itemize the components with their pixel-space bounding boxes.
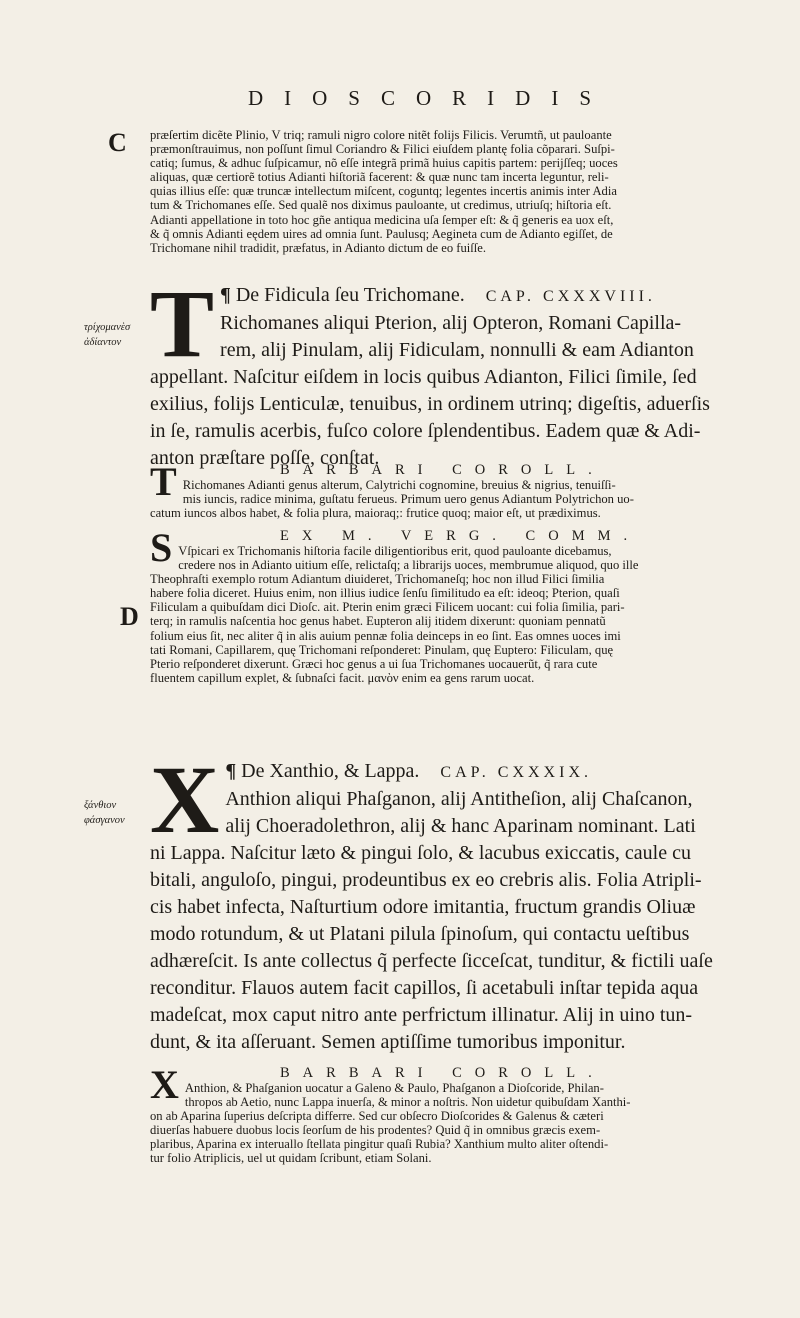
chapter-xanthium — [150, 746, 778, 1056]
text-line: mis iuncis, radice minima, guſtatu ferueus. Primum uero genus Adiantum Polytrichon uo- — [182, 492, 634, 507]
text-line: præſertim dicẽte Plinio, V triq; ramuli nigro colore nitẽt folijs Filicis. Verumtñ, ut pauloante — [150, 128, 612, 142]
text-line: tur folio Atriplicis, uel ut quidam ſcribunt, etiam Solani. — [150, 1151, 432, 1166]
text-line: terq; in ramulis naſcentia hoc genus habet. Eupteron alij itidem dixerunt: quoniam pennatũ — [150, 614, 606, 629]
text-line: alij Choeradolethron, alij & hanc Aparinam nominant. Lati — [225, 815, 696, 837]
text-line: Richomanes aliqui Pterion, alij Opteron, Romani Capilla- — [220, 312, 682, 334]
chapter-title: De Fidicula ſeu Trichomane. — [235, 284, 465, 306]
vergilius-commentary-1 — [150, 525, 778, 685]
text-line: Filiculam a quibuſdam dici Dioſc. ait. Pterin enim græci Filicem uocant: cui folia ſimilia, pari- — [150, 600, 625, 615]
text-line: modo rotundum, & ut Platani pilula ſpinoſum, qui contactu ueſtibus — [150, 923, 690, 945]
text-line: præmonſtrauimus, non poſſunt ſimul Coriandro & Filici eiuſdem plantę folia cõparari. Suſpi- — [150, 142, 615, 157]
barbari-corollary-1 — [150, 459, 778, 521]
section-heading: EX M. VERG. COMM. — [280, 528, 641, 544]
dropcap-t: T — [150, 270, 215, 377]
text-line: Theophraſti exemplo rotum Adiantum diuideret, Trichomaneſq; hoc non illud Filici ſimilia — [150, 572, 605, 587]
section-heading: BARBARI COROLL. — [280, 462, 605, 478]
chapter-number: CAP. CXXXVIII. — [485, 288, 656, 305]
chapter-heading — [150, 282, 778, 310]
text-line: Anthion aliqui Phaſganon, alij Antitheſion, alij Chaſcanon, — [225, 788, 693, 810]
text-line: plaribus, Aparina ex interuallo ſtellata pingitur quaſi Rubia? Xanthium multo aliter oſtendi- — [150, 1137, 609, 1152]
text-line: Trichomane nihil tradidit, præfatus, in Adianto dictum de eo fuiſſe. — [150, 240, 487, 255]
margin-letter-c: C — [108, 128, 127, 157]
text-line: appellant. Naſcitur eiſdem in locis quibus Adianton, Filici ſimile, ſed — [150, 366, 697, 388]
text-line: Pterio reſponderet dixerunt. Græci hoc genus a ui ſua Trichomanes uocauerũt, q̃ rara cute — [150, 656, 598, 671]
text-line: madeſcat, mox caput nitro ante perfrictum illinatur. Alij in uino tun- — [150, 1004, 693, 1026]
text-line: & q̃ omnis Adianti eędem uires ad omnia ſunt. Paulusq; Aegineta cum de Adianto egiſſet, de — [150, 226, 613, 241]
dropcap-t-small: T — [150, 459, 177, 504]
text-line: ni Lappa. Naſcitur læto & pingui ſolo, & lacubus exiccatis, caule cu — [150, 842, 691, 864]
margin-greek-note-2: ξάνθιον φάσγανον — [84, 800, 125, 826]
text-line: thropos ab Aetio, nunc Lappa inuerſa, & minor a noſtris. Non uidetur quibuſdam Xanthi- — [184, 1095, 631, 1110]
text-line: Anthion, & Phaſganion uocatur a Galeno & Paulo, Phaſganon a Dioſcoride, Philan- — [184, 1081, 604, 1095]
text-line: Richomanes Adianti genus alterum, Calytrichi cognomine, breuius & nigrius, tenuiſſi- — [182, 478, 616, 492]
margin-greek-note-1: τρίχομανὲσ ἀδίαντον — [84, 322, 131, 348]
paragraph-adiantum-end — [150, 128, 778, 255]
text-line: dunt, & ita aſſeruant. Semen aptiſſime tumoribus imponitur. — [150, 1031, 626, 1053]
text-line: reconditur. Flauos autem facit capillos, ſi acetabuli inſtar tepida aqua — [150, 977, 699, 999]
section-heading: BARBARI COROLL. — [280, 1065, 605, 1081]
text-line: folium eius ſit, nec aliter q̃ in alis auium pennæ folia deinceps in eo ſint. Eas omnes uoces imi — [150, 628, 621, 643]
text-line: rem, alij Pinulam, alij Fidiculam, nonnulli & eam Adianton — [220, 339, 694, 361]
barbari-corollary-2 — [150, 1062, 778, 1166]
text-line: tum & Trichomanes eſſe. Sed qualẽ nos diximus pauloante, ut credimus, utriuſq; hiſtoria eſt. — [150, 198, 612, 213]
text-line: on ab Aparina ſuperius deſcripta differre. Sed cur obſecro Dioſcorides & Galenus & cæteri — [150, 1109, 604, 1124]
text-line: cis habet infecta, Naſturtium odore imitantia, fructum grandis Oliuæ — [150, 896, 696, 918]
chapter-heading — [150, 758, 778, 786]
chapter-title: De Xanthio, & Lappa. — [241, 760, 420, 782]
text-line: catum iuncos albos habet, & folia plura, maioraq;: frutice quoq; maior eſt, ut prædiximus. — [150, 506, 601, 521]
text-line: habere folia diceret. Huius enim, non illius iudice ſenſu ſimilitudo ea eſt: ideoq; Pterion, quaſi — [150, 586, 620, 601]
text-line: tati Romani, Capillarem, quę Trichomani reſponderet: Pinulam, quę Euptero: Filiculam, quę — [150, 642, 614, 657]
text-line: anton præſtare poſſe, conſtat. — [150, 447, 380, 469]
text-line: adhæreſcit. Is ante collectus q̃ perfecte ſicceſcat, tunditur, & fictili uaſe — [150, 950, 713, 972]
text-line: fluentem capillum explet, & ſubnaſci facit. μανὸν enim ea gens rarum uocat. — [150, 670, 535, 685]
text-line: Adianti appellatione in toto hoc gñe antiqua medicina uſa ſemper eſt: & q̃ generis ea uox eſt, — [150, 212, 614, 227]
chapter-number: CAP. CXXXIX. — [440, 764, 592, 781]
text-line: Vſpicari ex Trichomanis hiſtoria facile diligentioribus erit, quod pauloante dicebamus, — [178, 544, 612, 558]
chapter-trichomanes — [150, 270, 778, 472]
text-line: bitali, anguloſo, pingui, prodeuntibus ex eo crebris alis. Folia Atripli- — [150, 869, 702, 891]
pilcrow-icon: ¶ — [225, 760, 237, 782]
text-line: quias illius eſſe: quæ truncæ intellectum miſcent, coguntq; legentes incertis animis inter Adia — [150, 184, 617, 199]
text-line: catiq; ſumus, & adhuc ſuſpicamur, nõ eſſe integrã primã huius capitis partem: perijſſeq; uoces — [150, 156, 618, 171]
margin-letter-d: D — [120, 602, 139, 631]
dropcap-x: X — [150, 746, 220, 853]
text-line: credere nos in Adianto uitium eſſe, relictaſq; a librarijs uoces, membrumue aliquod, quo ille — [178, 558, 639, 573]
dropcap-s: S — [150, 525, 173, 570]
running-header: DIOSCORIDIS — [247, 86, 612, 110]
text-line: aliquas, quæ certiorẽ totius Adianti hiſtoriã facerent: & quæ nunc tam incerta leguntur, reli- — [150, 170, 609, 185]
text-line: diuerſas habuere duobus locis ſeorſum de his prodentes? Quid q̃ in omnibus græcis exem- — [150, 1123, 601, 1138]
dropcap-x-small: X — [150, 1062, 179, 1107]
text-line: exilius, folijs Lenticulæ, tenuibus, in ordinem utrinq; digeſtis, aduerſis — [150, 393, 710, 415]
pilcrow-icon: ¶ — [220, 284, 231, 306]
text-line: in ſe, ramulis acerbis, fuſco colore ſplendentibus. Eadem quæ & Adi- — [150, 420, 701, 442]
